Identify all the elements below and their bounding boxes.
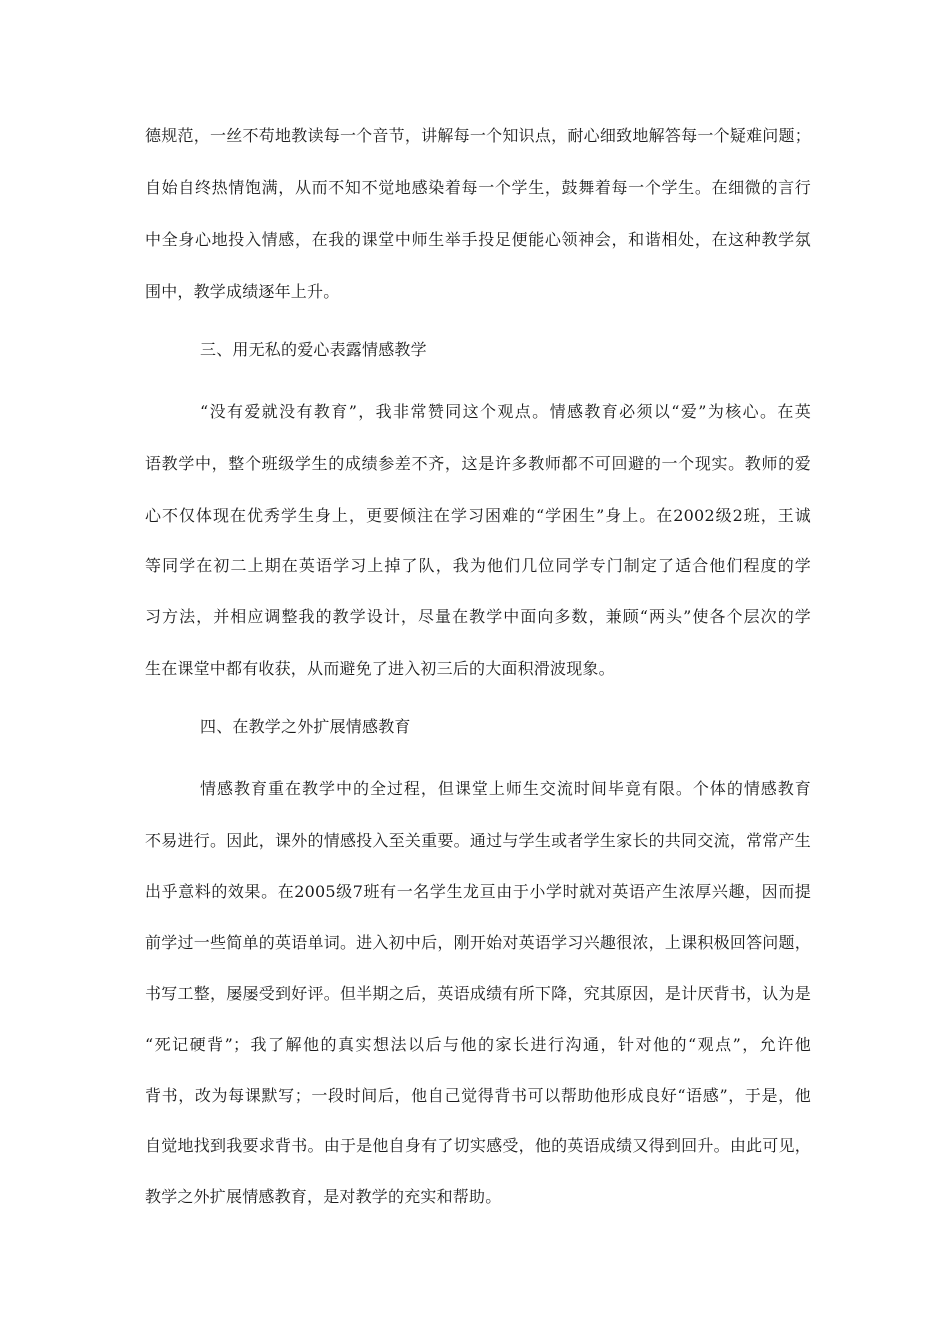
paragraph-line: 教学之外扩展情感教育，是对教学的充实和帮助。 xyxy=(145,1187,502,1206)
paragraph-line: 围中，教学成绩逐年上升。 xyxy=(145,282,340,301)
paragraph-line: 情感教育重在教学中的全过程，但课堂上师生交流时间毕竟有限。个体的情感教育 xyxy=(200,779,811,798)
paragraph-line: 等同学在初二上期在英语学习上掉了队，我为他们几位同学专门制定了适合他们程度的学 xyxy=(145,556,811,575)
paragraph-line: 自始自终热情饱满，从而不知不觉地感染着每一个学生，鼓舞着每一个学生。在细微的言行 xyxy=(145,178,811,197)
paragraph-line: 出乎意料的效果。在2005级7班有一名学生龙亘由于小学时就对英语产生浓厚兴趣，因而提 xyxy=(145,882,811,901)
section-heading: 四、在教学之外扩展情感教育 xyxy=(200,717,411,736)
paragraph-line: 自觉地找到我要求背书。由于是他自身有了切实感受，他的英语成绩又得到回升。由此可见， xyxy=(145,1136,811,1155)
paragraph-line: 背书，改为每课默写；一段时间后，他自己觉得背书可以帮助他形成良好“语感”，于是，他 xyxy=(145,1086,811,1105)
paragraph-line: 中全身心地投入情感，在我的课堂中师生举手投足便能心领神会，和谐相处，在这种教学氛 xyxy=(145,230,811,249)
paragraph-line: 前学过一些简单的英语单词。进入初中后，刚开始对英语学习兴趣很浓，上课积极回答问题， xyxy=(145,933,811,952)
paragraph-line: 生在课堂中都有收获，从而避免了进入初三后的大面积滑波现象。 xyxy=(145,659,615,678)
paragraph-line: “没有爱就没有教育”，我非常赞同这个观点。情感教育必须以“爱”为核心。在英 xyxy=(200,402,811,421)
section-heading: 三、用无私的爱心表露情感教学 xyxy=(200,340,427,359)
paragraph-line: 语教学中，整个班级学生的成绩参差不齐，这是许多教师都不可回避的一个现实。教师的爱 xyxy=(145,454,811,473)
paragraph-line: “死记硬背”；我了解他的真实想法以后与他的家长进行沟通，针对他的“观点”，允许他 xyxy=(145,1035,811,1054)
paragraph-line: 心不仅体现在优秀学生身上，更要倾注在学习困难的“学困生”身上。在2002级2班，王诚 xyxy=(145,506,811,525)
paragraph-line: 书写工整，屡屡受到好评。但半期之后，英语成绩有所下降，究其原因，是计厌背书，认为是 xyxy=(145,984,811,1003)
paragraph-line: 德规范，一丝不苟地教读每一个音节，讲解每一个知识点，耐心细致地解答每一个疑难问题； xyxy=(145,126,811,145)
paragraph-line: 不易进行。因此，课外的情感投入至关重要。通过与学生或者学生家长的共同交流，常常产生 xyxy=(145,831,811,850)
paragraph-line: 习方法，并相应调整我的教学设计，尽量在教学中面向多数，兼顾“两头”使各个层次的学 xyxy=(145,607,811,626)
